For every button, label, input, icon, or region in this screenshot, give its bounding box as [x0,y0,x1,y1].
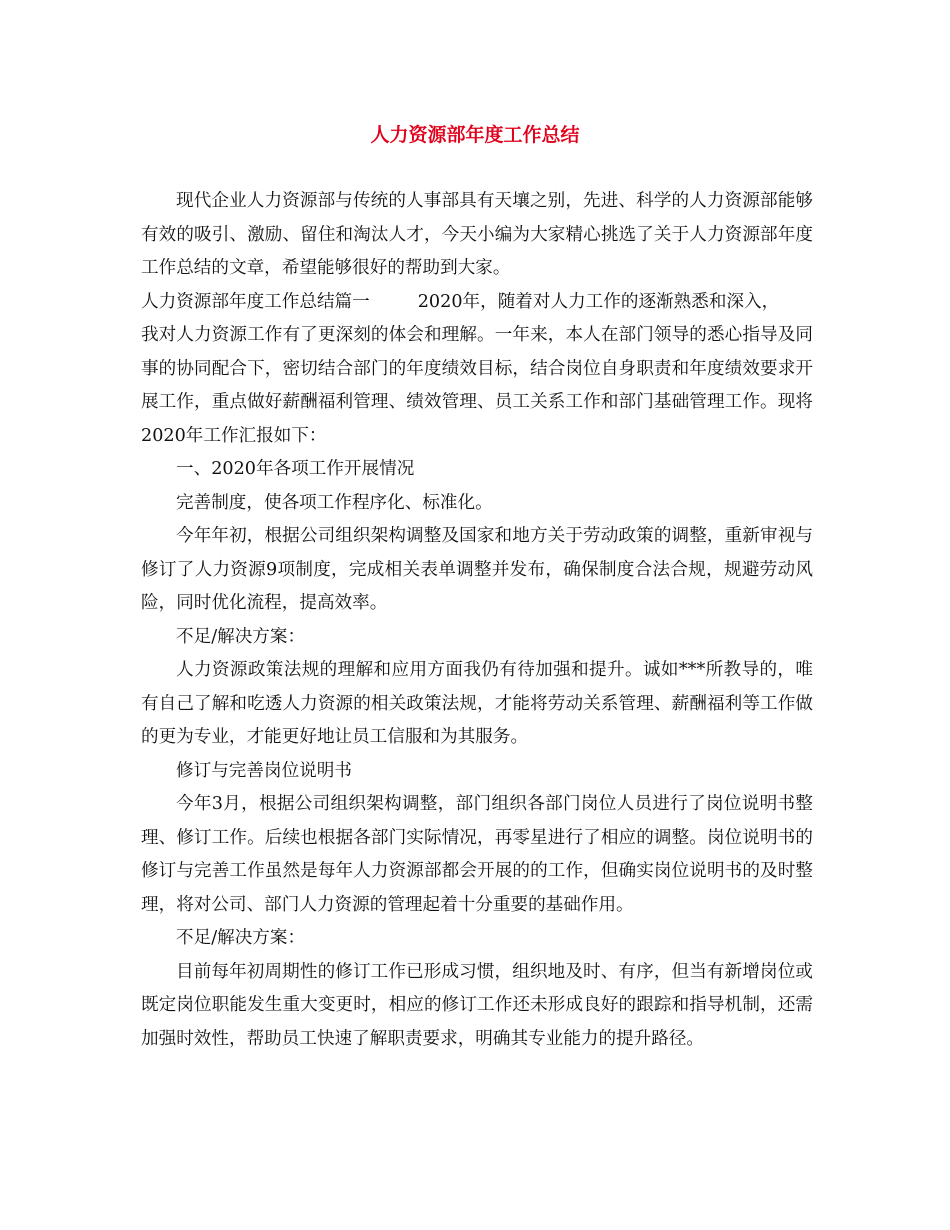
section-paragraph [141,286,813,454]
label-shortcoming-1: 不足/解决方案： [176,626,306,647]
document-body [141,185,813,1056]
heading-work-status: 一、2020年各项工作开展情况 [176,459,415,479]
subheading-job-description: 修订与完善岗位说明书 [176,760,352,781]
section-heading: 人力资源部年度工作总结篇一 [141,291,370,312]
section-first-line: 2020年，随着对人力工作的逐渐熟悉和深入， [417,291,780,312]
paragraph-job-description: 今年3月，根据公司组织架构调整，部门组织各部门岗位人员进行了岗位说明书整理、修订工作。后续也根据各部门实际情况，再零星进行了相应的调整。岗位说明书的修订与完善工作虽然是每年人力资源部都会开展的的工作，但确实岗位说明书的及时整理，将对公司、部门人力资源的管理起着十分重要的基础作用。 [141,794,813,915]
document-title: 人力资源部年度工作总结 [370,124,580,146]
section-body: 我对人力资源工作有了更深刻的体会和理解。一年来，本人在部门领导的悉心指导及同事的协同配合下，密切结合部门的年度绩效目标，结合岗位自身职责和年度绩效要求开展工作，重点做好薪酬福利管理、绩效管理、员工关系工作和部门基础管理工作。现将2020年工作汇报如下： [141,325,813,446]
label-shortcoming-2: 不足/解决方案： [176,928,306,948]
paragraph-system-revision: 今年年初，根据公司组织架构调整及国家和地方关于劳动政策的调整，重新审视与修订了人力资源9项制度，完成相关表单调整并发布，确保制度合法合规，规避劳动风险，同时优化流程，提高效率。 [141,526,813,613]
paragraph-revision-mechanism: 目前每年初周期性的修订工作已形成习惯，组织地及时、有序，但当有新增岗位或既定岗位职能发生重大变更时，相应的修订工作还未形成良好的跟踪和指导机制，还需加强时效性，帮助员工快速了解职责要求，明确其专业能力的提升路径。 [141,961,813,1049]
intro-paragraph: 现代企业人力资源部与传统的人事部具有天壤之别，先进、科学的人力资源部能够有效的吸引、激励、留住和淘汰人才，今天小编为大家精心挑选了关于人力资源部年度工作总结的文章，希望能够很好的帮助到大家。 [141,191,813,278]
paragraph-policy-understanding: 人力资源政策法规的理解和应用方面我仍有待加强和提升。诚如***所教导的，唯有自己了解和吃透人力资源的相关政策法规，才能将劳动关系管理、薪酬福利等工作做的更为专业，才能更好地让员工信服和为其服务。 [141,660,813,747]
subheading-improve-system: 完善制度，使各项工作程序化、标准化。 [176,492,493,513]
